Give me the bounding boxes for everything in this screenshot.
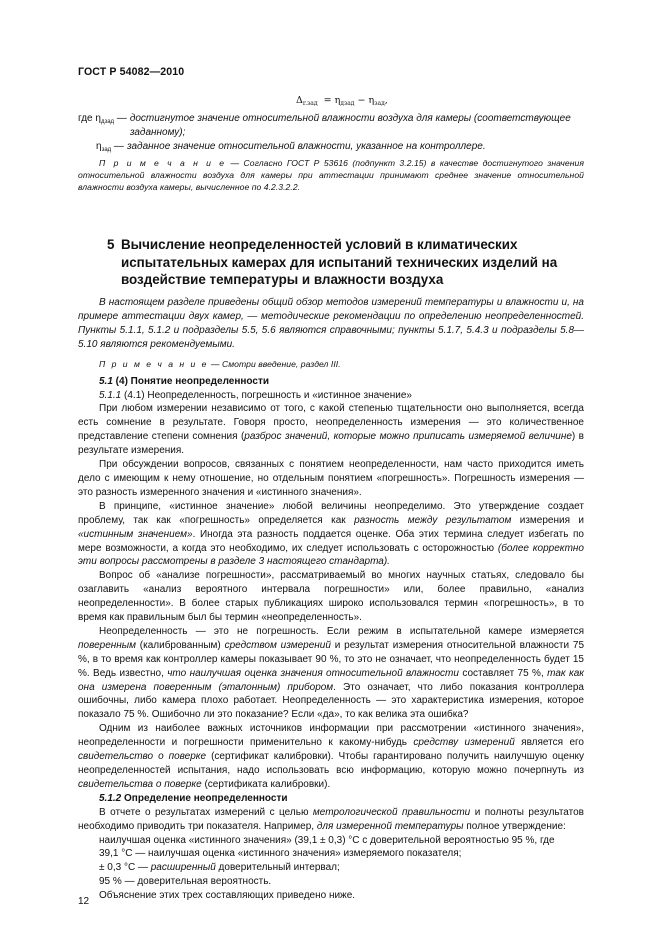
paragraph [78, 402, 584, 458]
section-number: 5 [107, 237, 115, 252]
italic-run: «истинным значением» [78, 528, 193, 540]
text-run: полное утверждение: [463, 820, 566, 832]
italic-run: поверенным [78, 639, 136, 651]
note-text: — Согласно ГОСТ Р 53616 (подпункт 3.2.15) в качестве достигнутого значения относительной влажности воздуха для камеры при аттестации принимают среднее значение относительной влажности воздуха камеры, вычисленное по 4.2.3.2.2. [78, 158, 585, 192]
clause-ref: (4.1) [121, 389, 145, 401]
page-number: 12 [78, 896, 90, 907]
section-title-text: Вычисление неопределенностей условий в климатических испытательных камерах для испытаний технических изделий на воздействие температуры и влажности воздуха [121, 237, 558, 287]
text-run: и результат измерения относительной влажности 75 %, в то время как контроллер камеры показывает 90 %, то это не означает, что неопределенность будет 15 %. Ведь известно, [78, 639, 585, 679]
clause-title: Неопределенность, погрешность и «истинное значение» [144, 389, 412, 401]
paragraph [78, 806, 584, 834]
italic-run: для измеренной температуры [316, 820, 464, 832]
text-run: ± 0,3 °С — [99, 862, 151, 874]
text-run: измерения и [511, 514, 585, 526]
text-run: В отчете о результатах измерений с целью [99, 806, 313, 818]
text-run: и полноты результатов необходимо приводить три показателя. Например, [78, 806, 584, 832]
section-body [78, 296, 584, 903]
italic-run: разность между результатом [354, 514, 512, 526]
italic-run: расширенный [150, 862, 216, 874]
text-run: доверительный интервал; [215, 862, 340, 874]
definition-symbol: $\eta_{зад}$ — [96, 140, 124, 153]
text-run: Неопределенность — это не погрешность. Если режим в испытательной камере измеряется [99, 625, 584, 637]
clause-5-1-2-heading [78, 792, 584, 806]
note-label: П р и м е ч а н и е [99, 358, 209, 369]
note-humidity [78, 157, 584, 193]
text-run: (калиброванным) [135, 639, 225, 651]
list-item: 39,1 °С — наилучшая оценка «истинного значения» измеряемого показателя; [99, 848, 462, 860]
definition-text: заданное значение относительной влажности, указанное на контроллере. [126, 140, 486, 152]
italic-run: (более корректно эти вопросы рассмотрены в разделе 3 настоящего стандарта). [78, 542, 584, 568]
definitions-list [78, 112, 584, 158]
clause-title: Определение неопределенности [121, 792, 288, 804]
formula: $\Delta_{r.зад} = \eta_{дзад} - \eta_{зад}$, [296, 95, 388, 107]
note-intro [78, 358, 584, 370]
subsection-number: 5.1 [99, 375, 113, 387]
clause-number: 5.1.1 [99, 389, 122, 401]
note-label: П р и м е ч а н и е [99, 158, 227, 168]
text-run: является его [514, 737, 584, 749]
paragraph: Вопрос об «анализе погрешности», рассматриваемый во многих научных статьях, следовало бы озаглавить «анализ вероятного интервала погрешности» или, более правильно, «анализ неопределенности». В более старых публикациях широко использовался термин «погрешность», в то время как правильным был бы термин «неопределенность». [78, 570, 584, 624]
italic-run: средству измерений [413, 737, 515, 749]
subsection-5-1-heading [78, 375, 584, 389]
italic-run: так как она измерена поверенным (эталонным) прибором [78, 667, 584, 693]
subsection-ref: (4) [112, 375, 128, 387]
text-run: (сертификата калибровки). [201, 778, 331, 790]
italic-run: что наилучшая оценка значения относительной влажности [167, 667, 459, 679]
italic-run: свидетельство о поверке [78, 751, 207, 763]
paragraph [78, 625, 584, 722]
text-run: В принципе, «истинное значение» любой величины неопределимо. Это утверждение создает проблему, так как «погрешность» определяется как [78, 500, 584, 526]
italic-run: метрологической правильности [312, 806, 471, 818]
definition-row [78, 140, 584, 158]
standard-header: ГОСТ Р 54082—2010 [78, 66, 185, 78]
text-run: составляет 75 %, [458, 667, 548, 679]
clause-5-1-1-heading [78, 389, 584, 403]
italic-run: средством измерений [224, 639, 331, 651]
list-item: 95 % — доверительная вероятность. [99, 876, 272, 888]
definition-row [78, 112, 584, 140]
definition-text: достигнутое значение относительной влажности воздуха для камеры (соответствующее заданному); [129, 113, 571, 138]
list-item: Объяснение этих трех составляющих приведено ниже. [99, 890, 356, 902]
text-run: (сертификат калибровки). Чтобы гарантировано получить наилучшую оценку неопределенностей испытания, надо использовать всю информацию, которую можно почерпнуть из [78, 751, 584, 776]
list-item: наилучшая оценка «истинного значения» (39,1 ± 0,3) °С с доверительной вероятностью 95 %, где [99, 834, 555, 846]
paragraph [78, 722, 584, 792]
text-run: ) в результате измерения. [78, 431, 584, 457]
list-item [78, 861, 584, 875]
definition-symbol: где $\eta_{дзад}$ — [78, 113, 127, 125]
section-5-title [107, 236, 567, 289]
note-text: — Смотри введение, раздел III. [208, 358, 341, 369]
paragraph [78, 500, 584, 570]
text-run: Одним из наиболее важных источников информации при рассмотрении «истинного значения», неопределенности и погрешности применительно к какому-нибудь [78, 723, 584, 749]
text-run: . Иногда эта разность поддается оценке. Оба этих термина следует избегать по мере возможности, а когда это необходимо, их следует использовать с осторожностью [78, 528, 584, 554]
clause-number: 5.1.2 [99, 792, 122, 804]
text-run: При любом измерении независимо от того, с какой степенью тщательности оно выполняется, всегда есть сомнение в результате. Говоря просто, неопределенность измерения — это количественное представление степени сомнения ( [78, 403, 584, 443]
intro-paragraph: В настоящем разделе приведены общий обзор методов измерений температуры и влажности и, на примере аттестации двух камер, — методические рекомендации по определению неопределенностей. Пункты 5.1.1, 5.1.2 и подразделы 5.5, 5.6 являются справочными; пункты 5.1.7, 5.4.3 и подразделы 5.8—5.10 являются рекомендуемыми. [78, 297, 584, 350]
text-run: . Это означает, что либо показания контроллера ошибочны, либо камера плохо работает. Неопределенность — это характеристика измерения, которое показало 75 %. Ошибочно ли это показание? Если «да», то как велика эта ошибка? [78, 681, 584, 721]
italic-run: свидетельства о поверке [78, 778, 202, 790]
italic-run: разброс значений, которые можно приписать измеряемой величине [244, 431, 572, 443]
subsection-title: Понятие неопределенности [127, 375, 270, 387]
paragraph: При обсуждении вопросов, связанных с понятием неопределенности, нам часто приходится иметь дело с имеющим к нему отношение, но отдельным понятием «погрешность». Погрешность измерения — это разность измеренного значения и «истинного значения». [78, 459, 584, 498]
